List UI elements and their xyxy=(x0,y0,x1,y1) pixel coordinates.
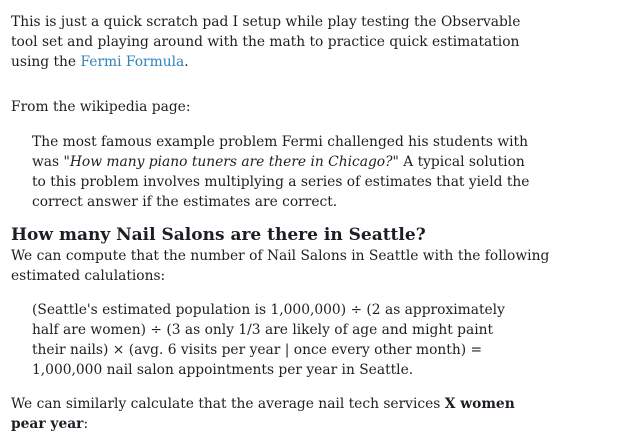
intro-period: . xyxy=(184,54,189,70)
similar-bold: X women pear year xyxy=(11,396,515,432)
similar-paragraph xyxy=(11,394,551,434)
intro-text: This is just a quick scratch pad I setup while play testing the Observable tool set and playing around with the math to practice quick estimatation using the xyxy=(11,14,521,70)
wikipedia-lead: From the wikipedia page: xyxy=(11,99,191,115)
quote-question: "How many piano tuners are there in Chicago?" xyxy=(63,154,399,170)
quote-text-end: A typical solution to this problem involves multiplying a series of estimates that yield the correct answer if the estimates are correct. xyxy=(32,154,530,210)
calculation-quote: (Seattle's estimated population is 1,000,000) ÷ (2 as approximately half are women) ÷ (3 as only 1/3 are likely of age and might paint their nails) × (avg. 6 visits per year | once every other month) = 1,000,000 nail salon appointments per year in Seattle. xyxy=(32,302,505,378)
wikipedia-quote xyxy=(32,132,532,212)
quote-text-start: The most famous example problem Fermi challenged his students with was xyxy=(32,134,528,170)
fermi-formula-link[interactable]: Fermi Formula xyxy=(80,54,185,70)
similar-colon: : xyxy=(83,416,89,432)
section-heading: How many Nail Salons are there in Seattle? xyxy=(11,225,426,245)
similar-text: We can similarly calculate that the average nail tech services xyxy=(11,396,445,412)
notebook-content xyxy=(11,12,551,434)
section-intro: We can compute that the number of Nail Salons in Seattle with the following estimated calulations: xyxy=(11,248,550,284)
intro-paragraph xyxy=(11,12,541,72)
